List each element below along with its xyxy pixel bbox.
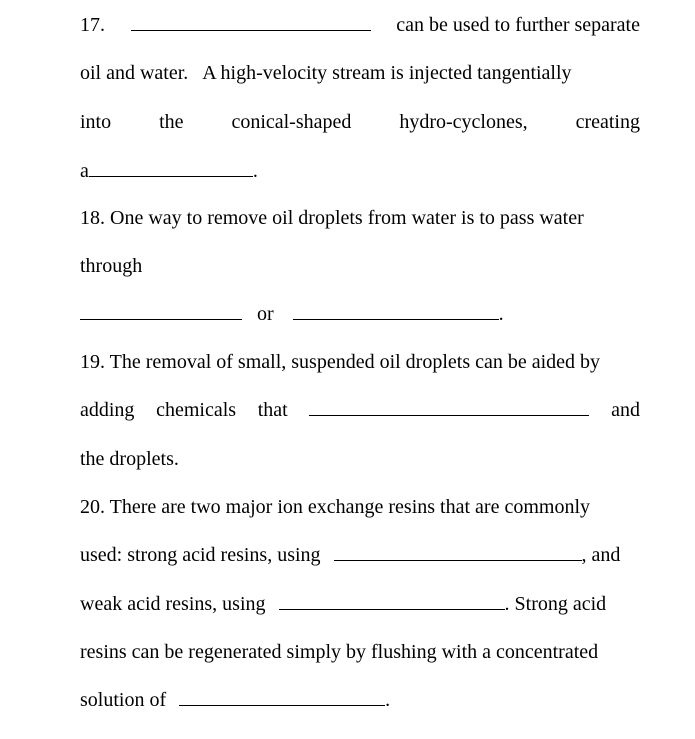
q17-line4-prefix: a xyxy=(80,160,89,182)
q17-number: 17. xyxy=(80,14,105,36)
q20-line5-end: . xyxy=(385,689,391,711)
q17-line2-text: oil and water. A high-velocity stream is injected tangentially xyxy=(80,62,572,84)
q20-blank-1[interactable] xyxy=(334,542,582,561)
q17-line-2 xyxy=(80,60,640,86)
q20-line-1 xyxy=(80,494,640,520)
q17-word: into xyxy=(80,111,112,133)
q19-line3-text: the droplets. xyxy=(80,448,179,470)
q19-word: chemicals xyxy=(156,399,237,421)
q19-word: that xyxy=(257,399,288,421)
q18-blank-1[interactable] xyxy=(80,301,242,320)
q20-line5-prefix: solution of xyxy=(80,689,167,711)
q19-line2-end: and xyxy=(611,399,640,421)
q18-line-1 xyxy=(80,205,640,231)
q19-line-3 xyxy=(80,446,640,472)
q19-blank-1[interactable] xyxy=(309,397,589,416)
q17-word: creating xyxy=(575,111,640,133)
q17-line4-end: . xyxy=(252,160,258,182)
q19-line-1 xyxy=(80,349,640,375)
q18-line-3 xyxy=(80,301,640,327)
q20-line4-text: resins can be regenerated simply by flushing with a concentrated xyxy=(80,641,599,663)
q18-line1-text: 18. One way to remove oil droplets from water is to pass water xyxy=(80,207,584,229)
q18-line2-text: through xyxy=(80,255,143,277)
q17-line1-text: can be used to further separate xyxy=(396,14,640,36)
q17-blank-1[interactable] xyxy=(131,12,371,31)
q20-line-3 xyxy=(80,591,640,617)
q20-line3-prefix: weak acid resins, using xyxy=(80,593,266,615)
q20-line2-prefix: used: strong acid resins, using xyxy=(80,544,321,566)
q19-word: adding xyxy=(80,399,135,421)
q18-blank-2[interactable] xyxy=(293,301,499,320)
q17-line-4 xyxy=(80,158,640,184)
q18-line-2 xyxy=(80,253,640,279)
q20-line-5 xyxy=(80,687,640,713)
q20-blank-2[interactable] xyxy=(279,591,505,610)
q20-line3-end: . Strong acid xyxy=(504,593,607,615)
q20-line-2 xyxy=(80,542,640,568)
q20-blank-3[interactable] xyxy=(179,687,385,706)
q17-word: hydro-cyclones, xyxy=(399,111,528,133)
q17-line-3 xyxy=(80,109,640,135)
q19-line-2 xyxy=(80,397,640,423)
q17-blank-2[interactable] xyxy=(89,158,253,177)
q17-word: the xyxy=(159,111,184,133)
q18-or: or xyxy=(257,303,274,325)
q20-line2-end: , and xyxy=(581,544,621,566)
q19-line1-text: 19. The removal of small, suspended oil droplets can be aided by xyxy=(80,351,601,373)
q17-line-1 xyxy=(80,12,640,38)
q18-line3-end: . xyxy=(498,303,504,325)
q20-line-4 xyxy=(80,639,640,665)
q17-word: conical-shaped xyxy=(231,111,352,133)
q20-line1-text: 20. There are two major ion exchange resins that are commonly xyxy=(80,496,591,518)
